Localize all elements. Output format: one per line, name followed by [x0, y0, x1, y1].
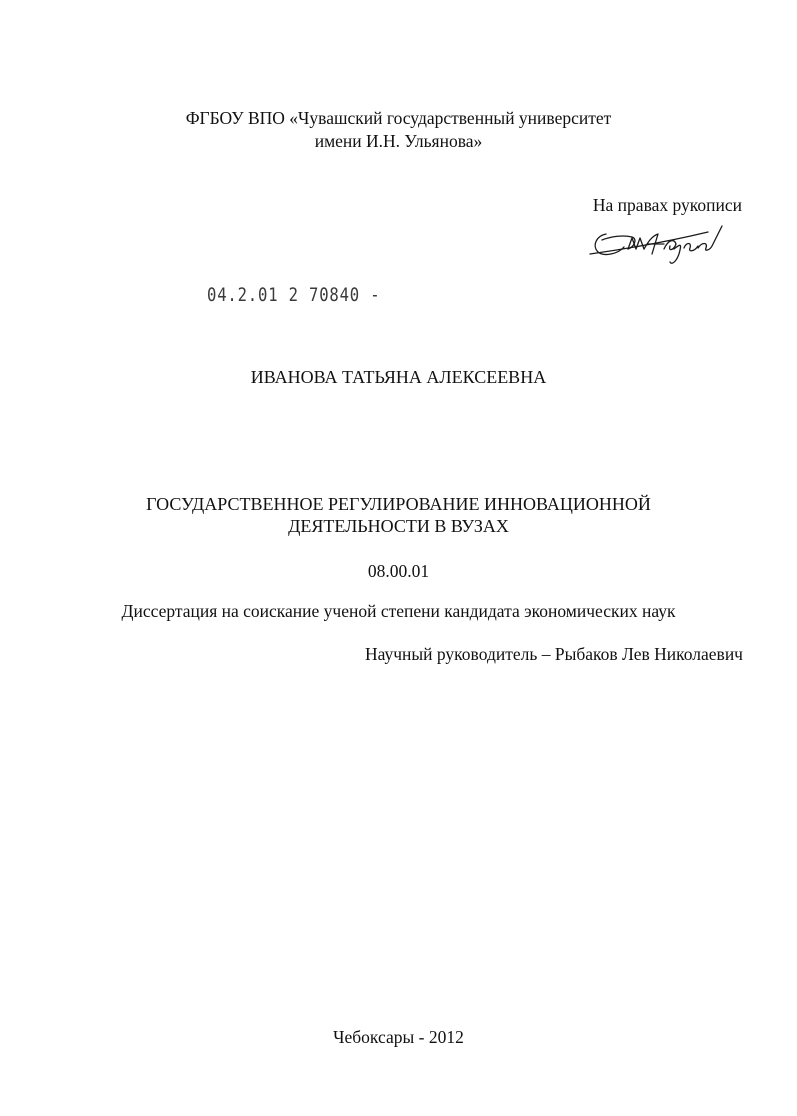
manuscript-rights-note: На правах рукописи [592, 195, 742, 215]
specialty-code: 08.00.01 [367, 561, 430, 581]
institution-name-line-1: ФГБОУ ВПО «Чувашский государственный университет [185, 108, 612, 128]
institution-name-line-2: имени И.Н. Ульянова» [314, 131, 483, 151]
thesis-title-line-1: ГОСУДАРСТВЕННОЕ РЕГУЛИРОВАНИЕ ИННОВАЦИОННОЙ [146, 494, 651, 514]
city-and-year: Чебоксары - 2012 [333, 1027, 464, 1047]
thesis-title-line-2: ДЕЯТЕЛЬНОСТИ В ВУЗАХ [288, 516, 509, 536]
handwritten-signature [588, 220, 728, 268]
author-name: ИВАНОВА ТАТЬЯНА АЛЕКСЕЕВНА [250, 367, 547, 387]
degree-statement: Диссертация на соискание ученой степени кандидата экономических наук [121, 601, 676, 621]
scientific-supervisor: Научный руководитель – Рыбаков Лев Николаевич [364, 644, 743, 664]
registration-number: 04.2.01 2 70840 - [207, 284, 381, 306]
